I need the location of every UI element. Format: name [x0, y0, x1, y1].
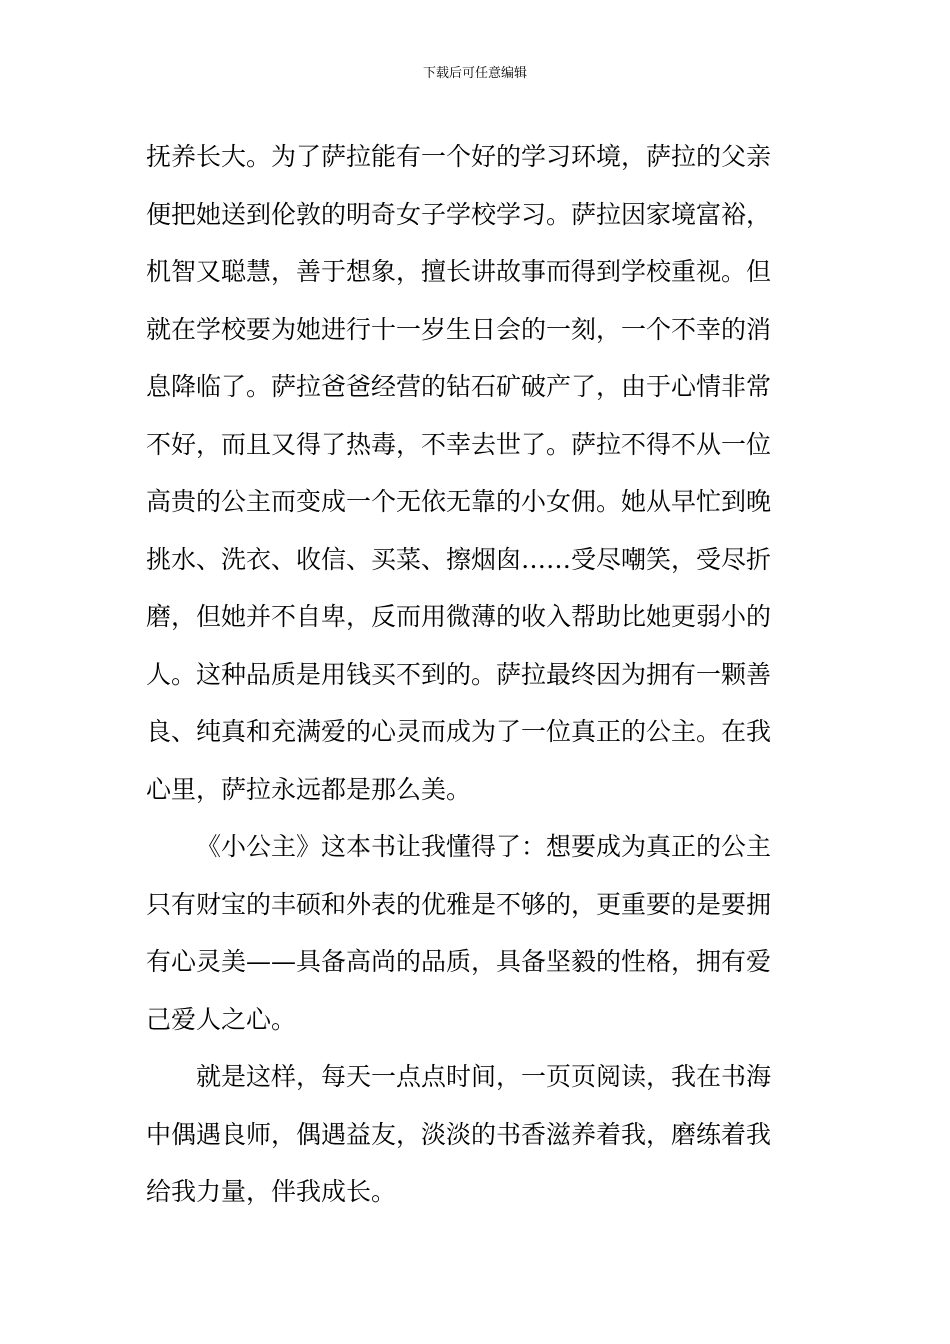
text-line: 心里，萨拉永远都是那么美。: [146, 774, 472, 804]
text-line: 不好，而且又得了热毒，不幸去世了。萨拉不得不从一位: [146, 429, 772, 459]
paragraph-start-line: 就是这样，每天一点点时间，一页页阅读，我在书海: [196, 1062, 772, 1091]
text-line: 中偶遇良师，偶遇益友，淡淡的书香滋养着我，磨练着我: [146, 1119, 772, 1149]
text-line: 磨，但她并不自卑，反而用微薄的收入帮助比她更弱小的: [146, 602, 772, 631]
text-line: 息降临了。萨拉爸爸经营的钻石矿破产了，由于心情非常: [146, 372, 772, 401]
text-line: 就在学校要为她进行十一岁生日会的一刻，一个不幸的消: [146, 314, 772, 344]
text-line: 机智又聪慧，善于想象，擅长讲故事而得到学校重视。但: [146, 257, 772, 286]
text-line: 只有财宝的丰硕和外表的优雅是不够的，更重要的是要拥: [146, 889, 772, 919]
text-line: 己爱人之心。: [146, 1004, 297, 1034]
document-body: [146, 128, 808, 1221]
text-line: 给我力量，伴我成长。: [146, 1177, 397, 1206]
text-line: 有心灵美——具备高尚的品质，具备坚毅的性格，拥有爱: [146, 947, 772, 976]
text-line: 良、纯真和充满爱的心灵而成为了一位真正的公主。在我: [146, 717, 772, 746]
text-line: 挑水、洗衣、收信、买菜、擦烟囱……受尽嘲笑，受尽折: [146, 544, 772, 574]
text-line: 高贵的公主而变成一个无依无靠的小女佣。她从早忙到晚: [146, 487, 772, 516]
paragraph-start-line: 《小公主》这本书让我懂得了：想要成为真正的公主: [196, 832, 772, 861]
page-header: 下载后可任意编辑: [422, 66, 527, 81]
text-line: 人。这种品质是用钱买不到的。萨拉最终因为拥有一颗善: [146, 659, 772, 689]
text-line: 抚养长大。为了萨拉能有一个好的学习环境，萨拉的父亲: [146, 142, 772, 171]
text-line: 便把她送到伦敦的明奇女子学校学习。萨拉因家境富裕，: [146, 199, 772, 229]
